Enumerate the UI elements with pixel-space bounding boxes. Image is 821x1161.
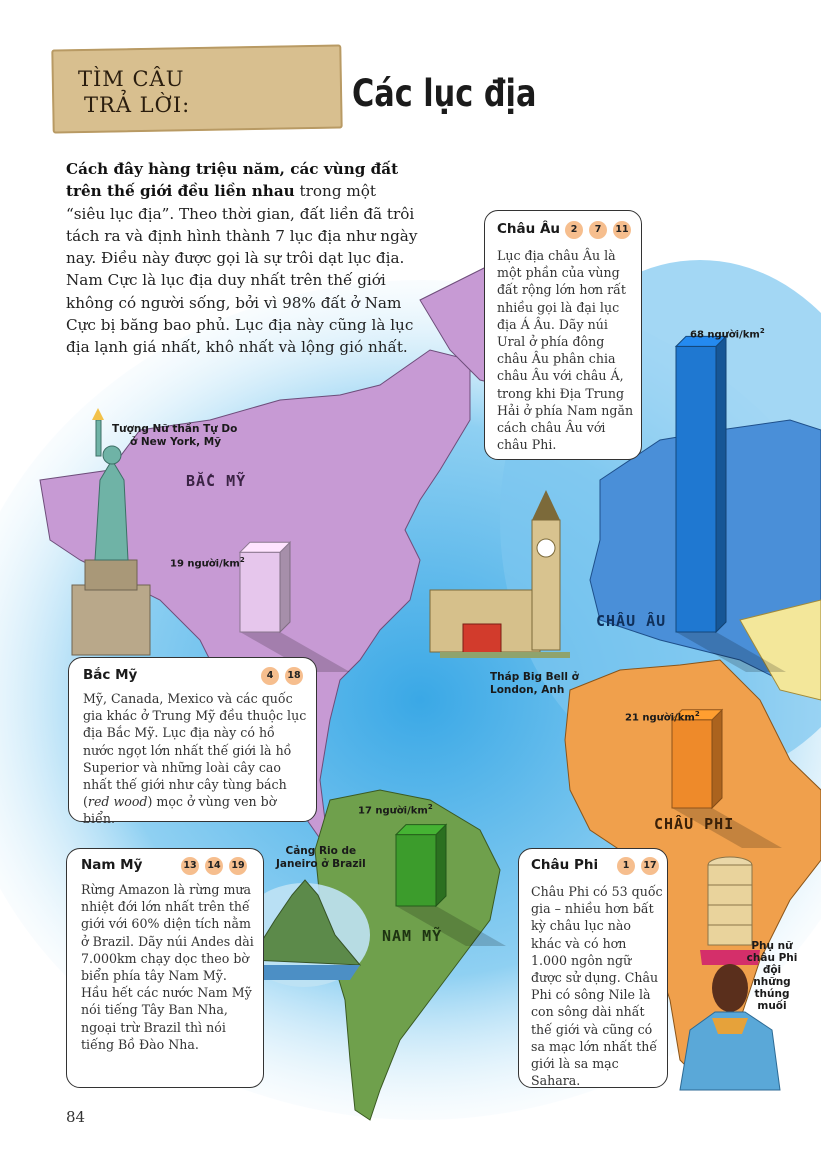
density-value-africa: 21 — [625, 712, 639, 724]
bigben-caption-line-2: London, Anh — [490, 684, 565, 696]
density-bar-side-south-america — [436, 825, 446, 906]
page-number: 84 — [66, 1108, 86, 1126]
africa-box-text: Châu Phi có 53 quốc gia – nhiều hơn bất kỳ châu lục nào khác và có hơn 1.000 ngôn ngữ được sử dụng. Châu Phi có sông Nile là con sông dài nhất thế giới và cũng có sa mạc lớn nhất thế giới là sa mạc Sahara. — [531, 884, 663, 1089]
african-woman-caption-line-5: thúng — [754, 988, 790, 1000]
rio-caption — [276, 845, 366, 871]
density-bar-side-europe — [716, 336, 726, 632]
african-woman-caption-line-2: châu Phi — [746, 952, 798, 964]
density-bar-front-north-america — [240, 552, 280, 632]
bigben-caption-line-1: Tháp Big Bell ở — [490, 671, 579, 683]
banner-line-2: TRẢ LỜI: — [84, 93, 191, 117]
liberty-caption — [112, 423, 237, 449]
north-america-box-text — [83, 690, 309, 828]
density-sup-africa: 2 — [694, 710, 700, 718]
density-value-europe: 68 — [690, 329, 704, 341]
europe-badge-2[interactable]: 7 — [589, 221, 607, 239]
density-bar-front-south-america — [396, 835, 436, 906]
rio-caption-line-1: Cảng Rio de — [285, 845, 357, 857]
intro-paragraph — [66, 158, 418, 359]
african-woman-caption-line-1: Phụ nữ — [751, 940, 793, 952]
europe-box-title: Châu Âu — [497, 221, 560, 237]
african-woman-caption — [744, 940, 800, 1012]
african-woman-caption-line-6: muối — [757, 1000, 787, 1012]
africa-label: CHÂU PHI — [654, 815, 735, 833]
south-america-info-box — [66, 848, 264, 1088]
europe-label: CHÂU ÂU — [596, 612, 667, 630]
south-america-badge-3[interactable]: 19 — [229, 857, 247, 875]
europe-box-text: Lục địa châu Âu là một phần của vùng đất rộng lớn hơn rất nhiều gọi là đại lục địa Á Âu. Dãy núi Ural ở phía đông châu Âu phân chia châu Âu với châu Á, trong khi Địa Trung Hải ở phía Nam ngăn cách châu Âu với châu Phi. — [497, 248, 634, 453]
africa-box-title: Châu Phi — [531, 857, 599, 873]
density-label-africa — [625, 710, 700, 723]
north-america-badge-2[interactable]: 18 — [285, 667, 303, 685]
north-america-badge-1[interactable]: 4 — [261, 667, 279, 685]
africa-info-box — [518, 848, 668, 1088]
density-unit-north-america: người/km — [187, 558, 240, 570]
africa-badge-2[interactable]: 17 — [641, 857, 659, 875]
density-bar-front-europe — [676, 346, 716, 632]
density-bar-front-africa — [672, 720, 712, 808]
liberty-caption-line-2: ở New York, Mỹ — [130, 436, 222, 448]
north-america-info-box — [68, 657, 317, 827]
density-label-north-america — [170, 556, 245, 569]
africa-badge-1[interactable]: 1 — [617, 857, 635, 875]
europe-badge-1[interactable]: 2 — [565, 221, 583, 239]
south-america-badge-1[interactable]: 13 — [181, 857, 199, 875]
density-sup-north-america: 2 — [239, 556, 245, 564]
density-bar-side-north-america — [280, 542, 290, 632]
intro-body-text: trong một “siêu lục địa”. Theo thời gian, đất liền đã trôi tách ra và định hình thành 7 lục địa như ngày nay. Điều này được gọi là sự trôi dạt lục địa. Nam Cực là lục địa duy nhất trên thế giới không có người sống, bởi vì 98% đất ở Nam Cực bị băng bao phủ. Lục địa này cũng là lục địa lạnh giá nhất, khô nhất và lộng gió nhất. — [66, 182, 418, 357]
bigben-caption — [490, 671, 579, 697]
south-america-label: NAM MỸ — [382, 927, 443, 945]
density-unit-south-america: người/km — [375, 805, 428, 817]
african-woman-caption-line-4: những — [753, 976, 791, 988]
north-america-text-2: ) mọc ở vùng ven bờ biển. — [83, 794, 277, 827]
density-label-south-america — [358, 803, 433, 816]
south-america-box-title: Nam Mỹ — [81, 857, 143, 873]
liberty-caption-line-1: Tượng Nữ thần Tự Do — [112, 423, 238, 435]
north-america-label: BẮC MỸ — [186, 472, 247, 490]
density-unit-europe: người/km — [707, 329, 760, 341]
density-value-south-america: 17 — [358, 805, 372, 817]
europe-badge-3[interactable]: 11 — [613, 221, 631, 239]
north-america-box-title: Bắc Mỹ — [83, 667, 138, 683]
north-america-text-italic: red wood — [87, 794, 148, 810]
density-sup-europe: 2 — [759, 327, 765, 335]
density-value-north-america: 19 — [170, 558, 184, 570]
europe-info-box — [484, 210, 642, 460]
density-label-europe — [690, 327, 765, 340]
intro-bold-text: Cách đây hàng triệu năm, các vùng đất trên thế giới đều liền nhau — [66, 160, 399, 201]
african-woman-caption-line-3: đội — [762, 964, 782, 976]
density-unit-africa: người/km — [642, 712, 695, 724]
south-america-badge-2[interactable]: 14 — [205, 857, 223, 875]
density-sup-south-america: 2 — [427, 803, 433, 811]
banner-line-1: TÌM CÂU — [78, 67, 185, 91]
rio-caption-line-2: Janeiro ở Brazil — [276, 858, 366, 870]
north-america-text-1: Mỹ, Canada, Mexico và các quốc gia khác ở Trung Mỹ đều thuộc lục địa Bắc Mỹ. Lục địa này có hồ nước ngọt lớn nhất thế giới là hồ Superior và những loài cây cao nhất thế giới như cây tùng bách ( — [83, 691, 307, 810]
density-bar-side-africa — [712, 710, 722, 808]
south-america-box-text: Rừng Amazon là rừng mưa nhiệt đới lớn nhất trên thế giới với 60% diện tích nằm ở Brazil. Dãy núi Andes dài 7.000km chạy dọc theo bờ biển phía tây Nam Mỹ. Hầu hết các nước Nam Mỹ nói tiếng Tây Ban Nha, ngoại trừ Brazil thì nói tiếng Bồ Đào Nha. — [81, 882, 254, 1052]
page-title: Các lục địa — [352, 72, 537, 115]
